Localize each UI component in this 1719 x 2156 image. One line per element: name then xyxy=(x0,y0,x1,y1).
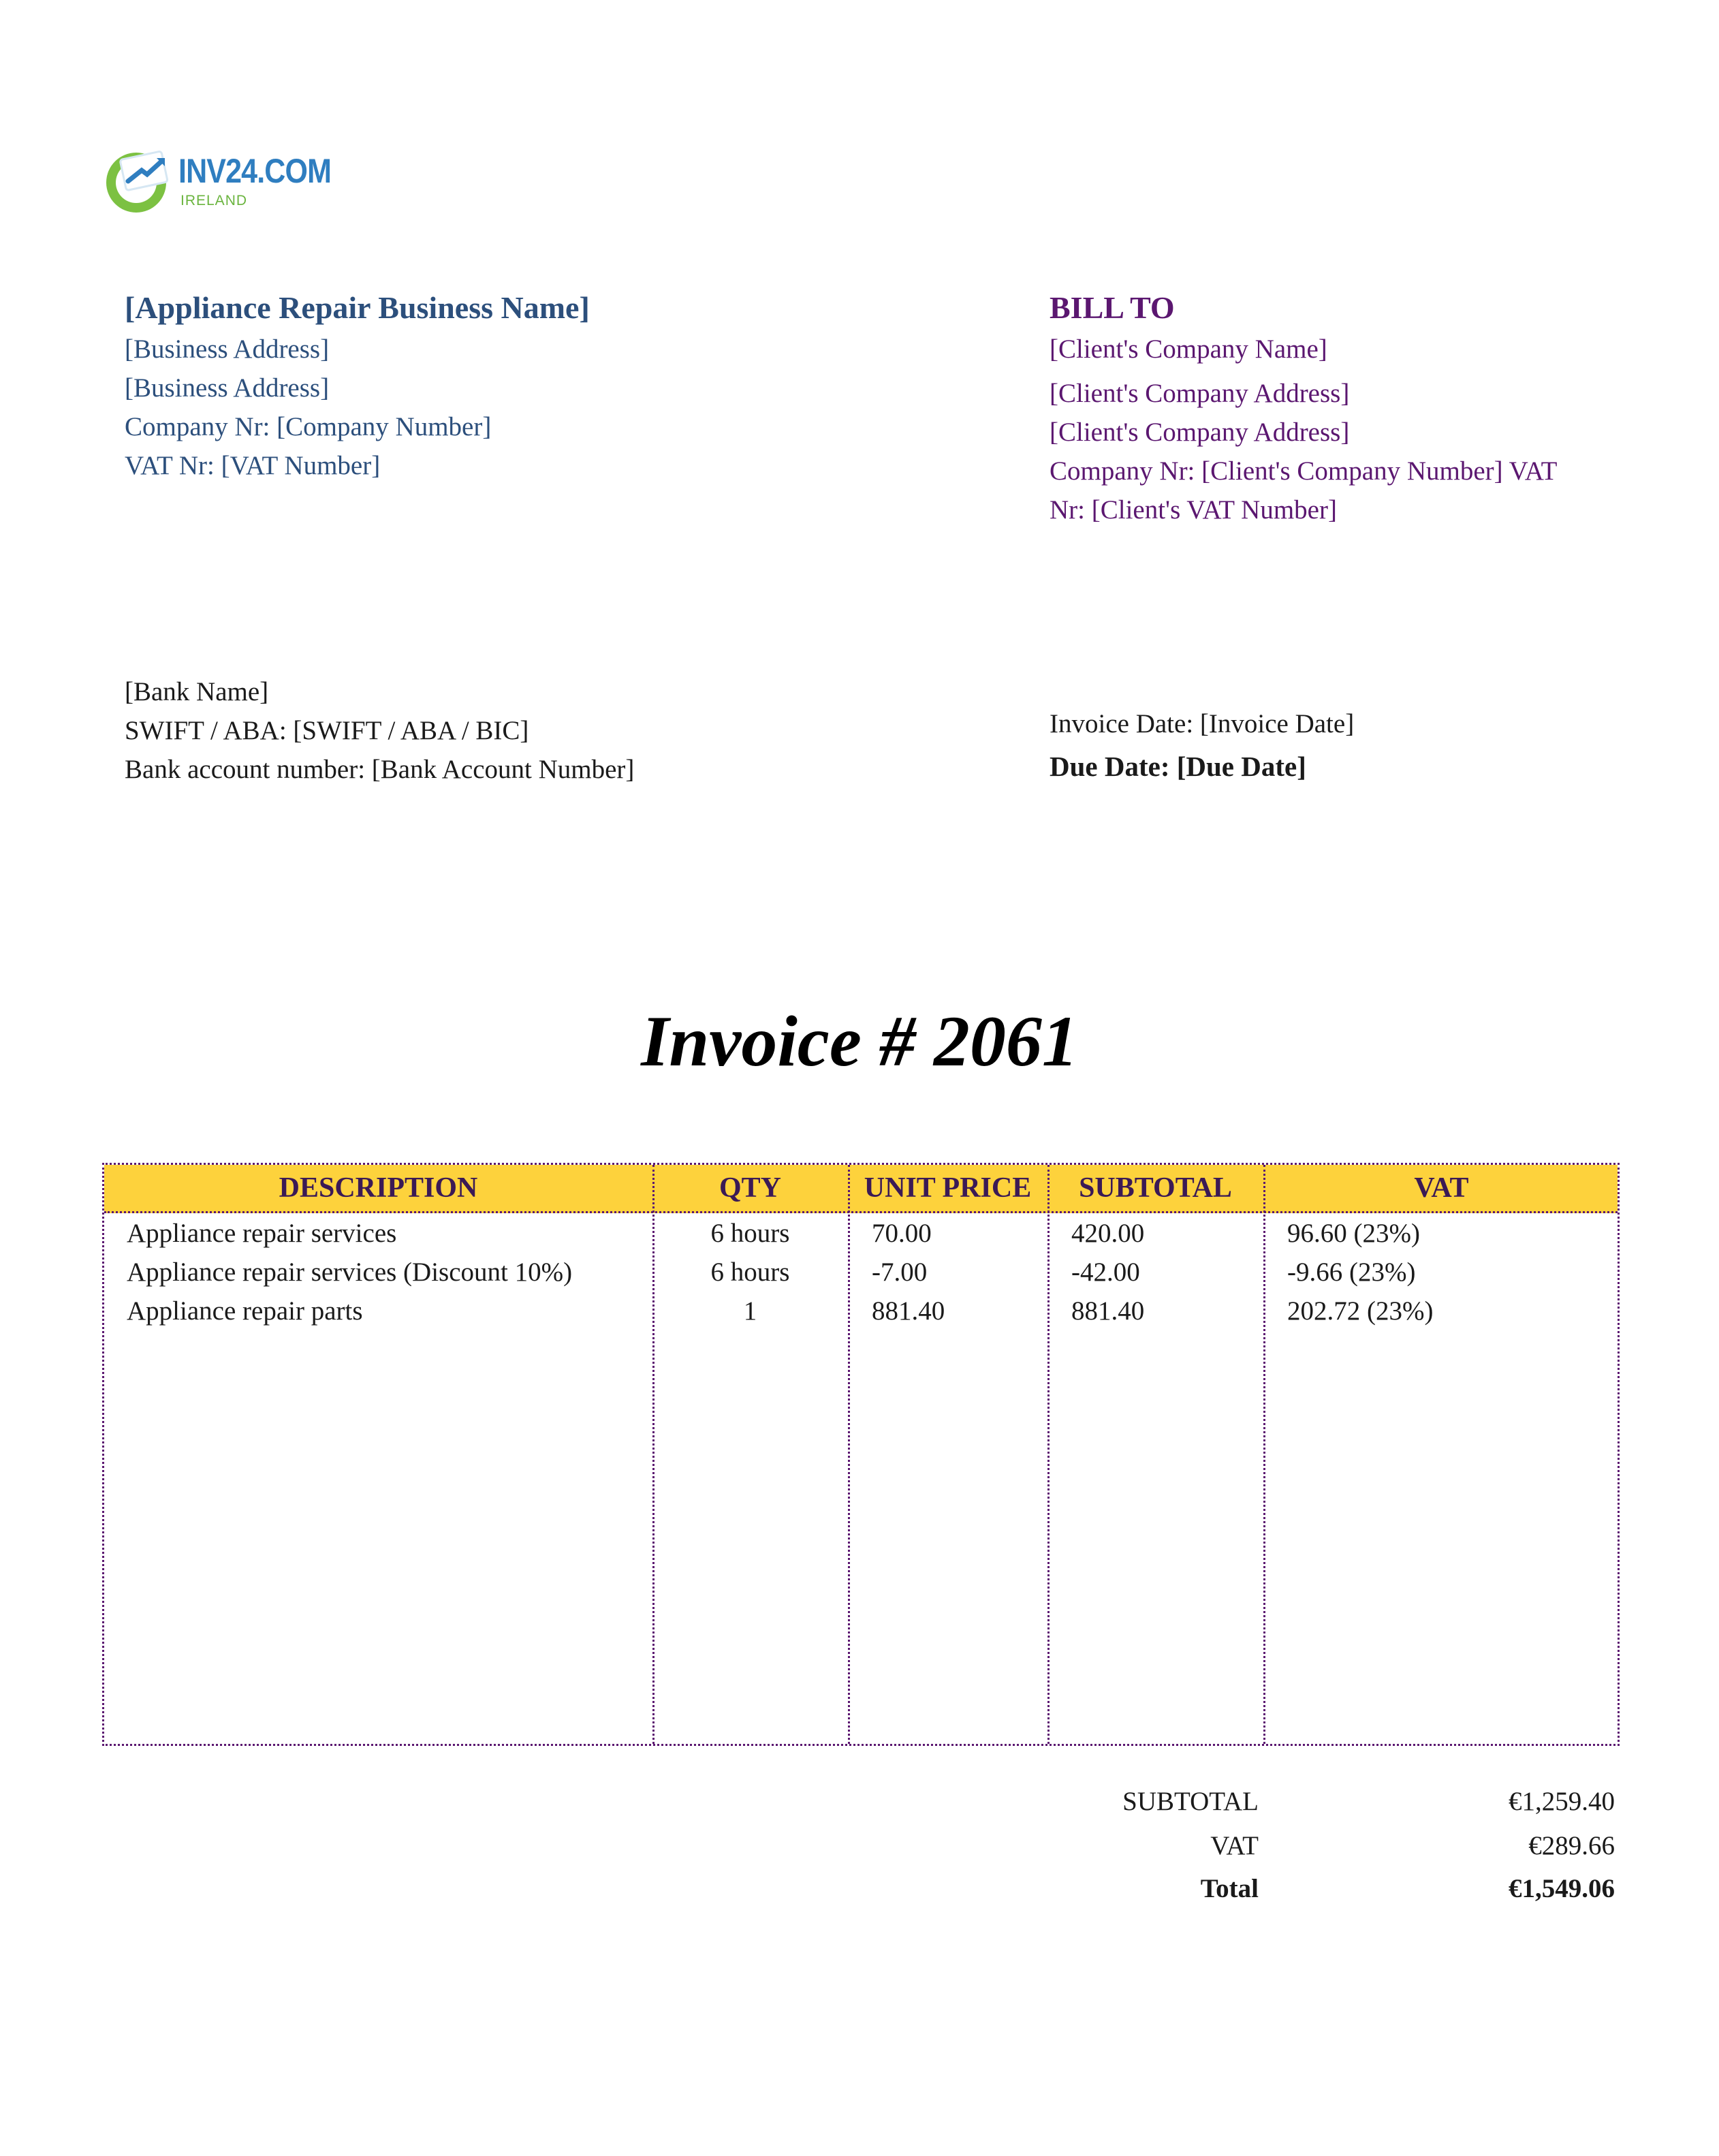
row-unit-price: 881.40 xyxy=(872,1296,945,1326)
bill-to-block xyxy=(1050,286,1628,529)
row-qty: 6 hours xyxy=(710,1257,790,1287)
row-subtotal: 420.00 xyxy=(1071,1219,1145,1248)
due-date: Due Date: [Due Date] xyxy=(1050,751,1306,782)
logo-region-text: IRELAND xyxy=(180,193,248,208)
row-subtotal: 881.40 xyxy=(1071,1296,1145,1326)
grand-total-value: €1,549.06 xyxy=(1509,1874,1615,1903)
row-vat: -9.66 (23%) xyxy=(1287,1257,1416,1287)
column-divider xyxy=(1047,1165,1050,1744)
bank-swift: SWIFT / ABA: [SWIFT / ABA / BIC] xyxy=(125,716,529,745)
seller-company-number: Company Nr: [Company Number] xyxy=(125,412,492,441)
invoice-title: Invoice # 2061 xyxy=(641,1001,1078,1081)
row-vat: 202.72 (23%) xyxy=(1287,1296,1434,1326)
header-vat: VAT xyxy=(1414,1172,1469,1204)
client-company-name: [Client's Company Name] xyxy=(1050,334,1327,364)
vat-total-label: VAT xyxy=(1210,1831,1259,1860)
client-company-number: Company Nr: [Client's Company Number] VAT xyxy=(1050,456,1558,486)
seller-address-1: [Business Address] xyxy=(125,334,330,364)
subtotal-value: €1,259.40 xyxy=(1509,1787,1615,1816)
logo-icon xyxy=(102,143,177,218)
bank-name: [Bank Name] xyxy=(125,677,269,706)
row-vat: 96.60 (23%) xyxy=(1287,1219,1420,1248)
seller-vat-number: VAT Nr: [VAT Number] xyxy=(125,451,381,480)
vat-total-value: €289.66 xyxy=(1528,1831,1615,1860)
invoice-date: Invoice Date: [Invoice Date] xyxy=(1050,709,1355,738)
seller-block xyxy=(125,286,590,485)
row-unit-price: 70.00 xyxy=(872,1219,932,1248)
bill-to-heading: BILL TO xyxy=(1050,290,1175,325)
seller-name: [Appliance Repair Business Name] xyxy=(125,290,590,325)
invoice-dates xyxy=(1050,704,1354,786)
row-qty: 6 hours xyxy=(710,1219,790,1248)
column-divider xyxy=(848,1165,850,1744)
client-vat-number: Nr: [Client's VAT Number] xyxy=(1050,495,1337,525)
header-qty: QTY xyxy=(719,1172,781,1204)
row-description: Appliance repair services (Discount 10%) xyxy=(127,1257,573,1287)
header-unit-price: UNIT PRICE xyxy=(864,1172,1032,1204)
row-description: Appliance repair parts xyxy=(127,1296,363,1326)
row-qty: 1 xyxy=(743,1296,757,1326)
row-description: Appliance repair services xyxy=(127,1219,397,1248)
seller-address-2: [Business Address] xyxy=(125,373,330,403)
subtotal-label: SUBTOTAL xyxy=(1122,1787,1259,1816)
header-description: DESCRIPTION xyxy=(279,1172,478,1204)
client-address-2: [Client's Company Address] xyxy=(1050,418,1350,447)
bank-account-number: Bank account number: [Bank Account Number] xyxy=(125,755,635,784)
line-items-table xyxy=(102,1163,1620,1746)
row-unit-price: -7.00 xyxy=(872,1257,928,1287)
row-subtotal: -42.00 xyxy=(1071,1257,1140,1287)
bank-details xyxy=(125,672,634,789)
header-subtotal: SUBTOTAL xyxy=(1079,1172,1232,1204)
client-address-1: [Client's Company Address] xyxy=(1050,379,1350,408)
logo-brand-text: INV24.COM xyxy=(178,152,332,190)
column-divider xyxy=(1263,1165,1265,1744)
grand-total-label: Total xyxy=(1200,1874,1259,1903)
